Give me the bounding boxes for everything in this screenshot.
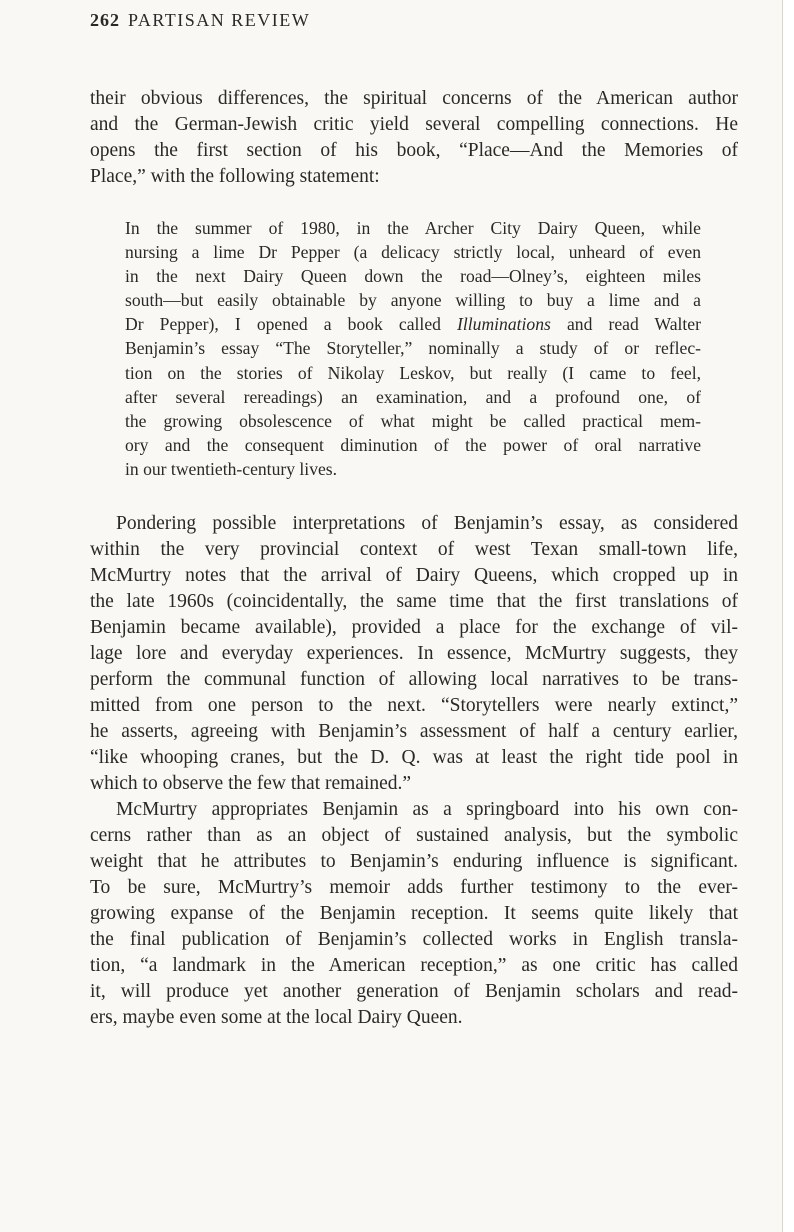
- text-line: and the German-Jewish critic yield several compelling connections. He: [90, 114, 738, 135]
- quote-line: nursing a lime Dr Pepper (a delicacy strictly local, unheard of even: [125, 242, 701, 263]
- text-line: within the very provincial context of west Texan small-town life,: [90, 539, 738, 560]
- text-line: “like whooping cranes, but the D. Q. was at least the right tide pool in: [90, 747, 738, 768]
- text-line: lage lore and everyday experiences. In essence, McMurtry suggests, they: [90, 643, 738, 664]
- quote-line: south—but easily obtainable by anyone willing to buy a lime and a: [125, 290, 701, 311]
- text-line: weight that he attributes to Benjamin’s enduring influence is significant.: [90, 851, 738, 872]
- quote-line: in our twentieth-century lives.: [125, 458, 338, 479]
- page-edge: [782, 0, 794, 1232]
- text-line: cerns rather than as an object of sustained analysis, but the symbolic: [90, 825, 738, 846]
- quote-line: ory and the consequent diminution of the power of oral narrative: [125, 434, 701, 455]
- quote-line: tion on the stories of Nikolay Leskov, but really (I came to feel,: [125, 362, 701, 383]
- book-title: Illuminations: [457, 314, 551, 335]
- quote-text: Dr Pepper), I opened a book called: [125, 314, 458, 335]
- quote-line: the growing obsolescence of what might be called practical mem-: [125, 410, 701, 431]
- quote-line: Benjamin’s essay “The Storyteller,” nominally a study of or reflec-: [125, 338, 701, 359]
- text-line: he asserts, agreeing with Benjamin’s assessment of half a century earlier,: [90, 721, 738, 742]
- quote-text: and read Walter: [550, 314, 701, 335]
- quote-line: after several rereadings) an examination, and a profound one, of: [125, 386, 701, 407]
- page-number: 262: [90, 10, 120, 30]
- intro-paragraph: [90, 86, 738, 190]
- text-line: the late 1960s (coincidentally, the same time that the first translations of: [90, 591, 738, 612]
- text-line: their obvious differences, the spiritual concerns of the American author: [90, 88, 738, 109]
- paragraph-2: [90, 511, 738, 1031]
- quote-line: in the next Dairy Queen down the road—Olney’s, eighteen miles: [125, 266, 701, 287]
- quote-line: [125, 312, 701, 336]
- text-line: mitted from one person to the next. “Storytellers were nearly extinct,”: [90, 695, 738, 716]
- text-line: McMurtry appropriates Benjamin as a springboard into his own con-: [116, 799, 738, 820]
- text-line: Pondering possible interpretations of Benjamin’s essay, as considered: [116, 513, 738, 534]
- text-line: McMurtry notes that the arrival of Dairy Queens, which cropped up in: [90, 565, 738, 586]
- quote-line: In the summer of 1980, in the Archer City Dairy Queen, while: [125, 218, 701, 238]
- block-quote: [125, 216, 701, 481]
- text-line: which to observe the few that remained.”: [90, 773, 412, 794]
- text-line: ers, maybe even some at the local Dairy Queen.: [90, 1007, 463, 1028]
- text-line: opens the first section of his book, “Place—And the Memories of: [90, 140, 738, 161]
- text-line: perform the communal function of allowing local narratives to be trans-: [90, 669, 738, 690]
- text-line: the final publication of Benjamin’s collected works in English transla-: [90, 929, 738, 950]
- text-line: Place,” with the following statement:: [90, 166, 380, 187]
- text-line: growing expanse of the Benjamin reception. It seems quite likely that: [90, 903, 738, 924]
- text-line: tion, “a landmark in the American reception,” as one critic has called: [90, 955, 738, 976]
- text-line: Benjamin became available), provided a place for the exchange of vil-: [90, 617, 738, 638]
- text-line: To be sure, McMurtry’s memoir adds further testimony to the ever-: [90, 877, 738, 898]
- journal-title: PARTISAN REVIEW: [128, 10, 311, 30]
- text-line: it, will produce yet another generation of Benjamin scholars and read-: [90, 981, 738, 1002]
- running-head: [90, 8, 310, 32]
